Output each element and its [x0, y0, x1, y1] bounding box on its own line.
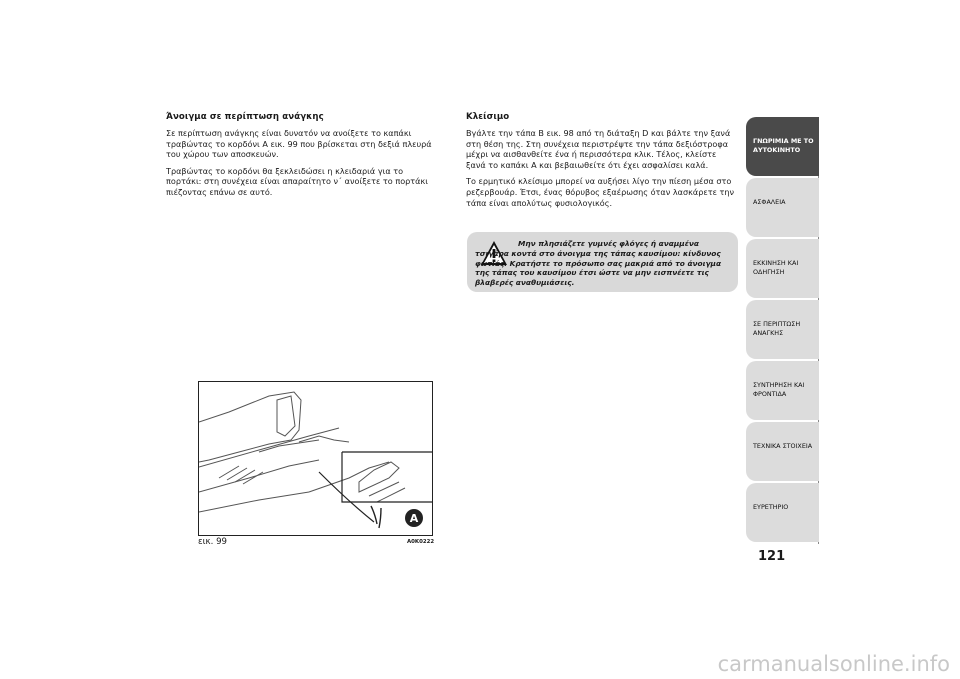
left-column: [166, 112, 438, 204]
page-number: 121: [758, 549, 786, 564]
figure-99: [198, 381, 433, 536]
paragraph: Βγάλτε την τάπα B εικ. 98 από τη διάταξη D και βάλτε την ξανά στη θέση της. Στη συνέχεια περιστρέψτε την τάπα δεξιόστροφα μέχρι να αισθανθείτε ένα ή περισσότερα κλικ. Τέλος, κλείστε ξανά το καπάκι A και βεβαιωθείτε ότι έχει ασφαλίσει καλά.: [466, 128, 731, 170]
figure-label-a: A: [409, 512, 419, 525]
tab-getting-to-know-car[interactable]: ΓΝΩΡΙΜΙΑ ΜΕ ΤΟ ΑΥΤΟΚΙΝΗΤΟ: [746, 117, 819, 176]
emergency-opening-heading: Άνοιγμα σε περίπτωση ανάγκης: [166, 112, 324, 122]
watermark-link[interactable]: carmanualsonline.info: [717, 652, 950, 676]
chapter-tabs: [746, 117, 819, 544]
paragraph: Τραβώντας το κορδόνι θα ξεκλειδώσει η κλειδαριά για το πορτάκι: στη συνέχεια είναι απαραίτητο ν΄ ανοίξετε το πορτάκι πιέζοντας επάνω σε αυτό.: [166, 165, 428, 197]
warning-text: Μην πλησιάζετε γυμνές φλόγες ή αναμμένα τσιγάρα κοντά στο άνοιγμα της τάπας καυσίμου: κίνδυνος φωτιάς. Κρατήστε το πρόσωπο σας μακριά από το άνοιγμα της τάπας του καυσίμου έτσι ώστε να μην εισπνέετε τις βλαβερές αναθυμιάσεις.: [475, 239, 722, 288]
paragraph: Το ερμητικό κλείσιμο μπορεί να αυξήσει λίγο την πίεση μέσα στο ρεζερβουάρ. Έτσι, ένας θόρυβος εξαέρωσης όταν λασκάρετε την τάπα είναι απολύτως φυσιολογικός.: [466, 176, 735, 208]
figure-code: A0K0222: [407, 539, 435, 545]
tab-maintenance[interactable]: ΣΥΝΤΗΡΗΣΗ ΚΑΙ ΦΡΟΝΤΙΔΑ: [746, 361, 819, 420]
tab-index[interactable]: ΕΥΡΕΤΗΡΙΟ: [746, 483, 819, 542]
paragraph: Σε περίπτωση ανάγκης είναι δυνατόν να ανοίξετε το καπάκι τραβώντας το κορδόνι A εικ. 99 που βρίσκεται στη δεξιά πλευρά του χώρου των αποσκευών.: [166, 128, 432, 160]
tab-starting-driving[interactable]: ΕΚΚΙΝΗΣΗ ΚΑΙ ΟΔΗΓΗΣΗ: [746, 239, 819, 298]
right-column: [466, 112, 738, 214]
trunk-illustration: [199, 382, 432, 535]
figure-caption: εικ. 99: [198, 537, 228, 547]
tab-safety[interactable]: ΑΣΦΑΛΕΙΑ: [746, 178, 819, 237]
warning-box: [467, 232, 738, 292]
tab-technical-data[interactable]: ΤΕΧΝΙΚΑ ΣΤΟΙΧΕΙΑ: [746, 422, 819, 481]
closing-heading: Κλείσιμο: [466, 112, 510, 122]
tab-emergency[interactable]: ΣΕ ΠΕΡΙΠΤΩΣΗ ΑΝΑΓΚΗΣ: [746, 300, 819, 359]
footer: [0, 652, 960, 679]
